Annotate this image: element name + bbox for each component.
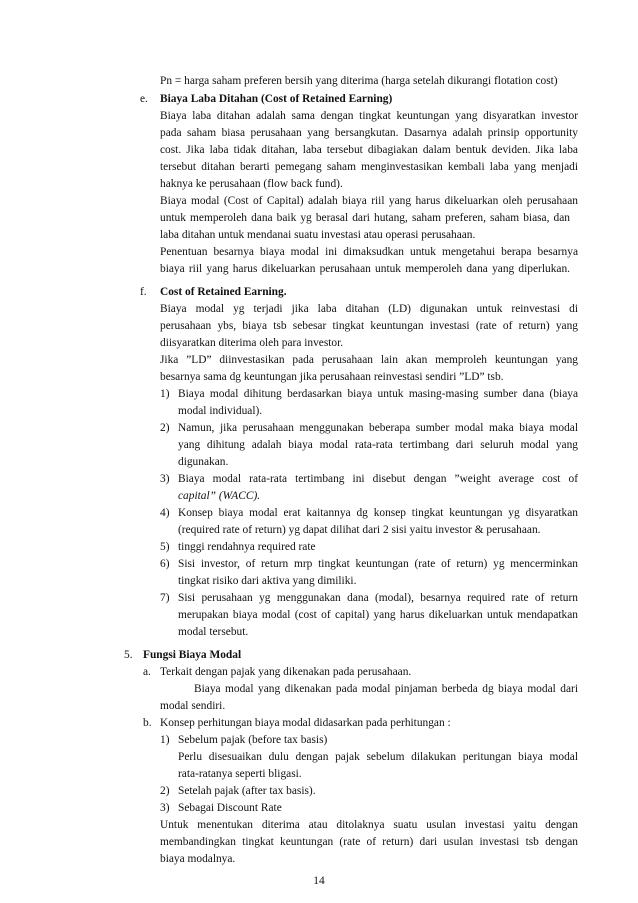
list-item: yang dihitung adalah biaya modal rata-rata tertimbang dari seluruh modal yang [178, 439, 578, 451]
item-e-marker: e. [140, 93, 148, 105]
e-line: cost. Jika laba tidak ditahan, laba tersebut dibagiakan dalam bentuk deviden. Jika laba [160, 144, 578, 156]
list-item: Sisi investor, of return mrp tingkat keuntungan (rate of return) yg mencerminkan [178, 558, 578, 570]
item-f-title: Cost of Retained Earning. [160, 286, 287, 298]
f-line: Biaya modal yg terjadi jika laba ditahan (LD) digunakan untuk reinvestasi di [160, 303, 578, 315]
e-line: tersebut ditahan berarti pemegang saham menginvestasikan kembali laba yang menjadi [160, 161, 578, 173]
b3-line: biaya modalnya. [160, 853, 236, 865]
list-number: 1) [160, 388, 170, 400]
e-line: Biaya modal (Cost of Capital) adalah biaya riil yang harus dikeluarkan oleh perusahaan [160, 195, 578, 207]
b3-line: Untuk menentukan diterima atau ditolaknya suatu usulan investasi yaitu dengan [160, 819, 578, 831]
item-a-text: Terkait dengan pajak yang dikenakan pada perusahaan. [160, 666, 412, 678]
e-line: biaya riil yang harus dikeluarkan perusahaan untuk memperoleh dana yang diperlukan. [160, 263, 570, 275]
list-number: 1) [160, 734, 170, 746]
e-line: Biaya laba ditahan adalah sama dengan tingkat keuntungan yang disyaratkan investor [160, 110, 578, 122]
list-item: merupakan biaya modal (cost of capital) yang harus dikeluarkan untuk mendapatkan [178, 609, 578, 621]
list-item: tinggi rendahnya required rate [178, 541, 316, 553]
list-item: Setelah pajak (after tax basis). [178, 785, 316, 797]
section-5-title: Fungsi Biaya Modal [143, 649, 242, 661]
list-number: 3) [160, 473, 170, 485]
b1-line: rata-ratanya seperti bligasi. [178, 768, 302, 780]
item-f-marker: f. [140, 286, 147, 298]
f-line: Jika ”LD” diinvestasikan pada perusahaan lain akan memproleh keuntungan yang [160, 354, 578, 366]
e-line: laba ditahan untuk mendanai suatu investasi atau operasi perusahaan. [160, 229, 476, 241]
list-item: tingkat risiko dari aktiva yang dimiliki. [178, 575, 357, 587]
b3-line: membandingkan tingkat keuntungan (rate of return) dari usulan investasi tsb dengan [160, 836, 578, 848]
item-b-text: Konsep perhitungan biaya modal didasarkan pada perhitungan : [160, 717, 451, 729]
list-number: 2) [160, 785, 170, 797]
list-number: 2) [160, 422, 170, 434]
f-line: diisyaratkan diterima oleh para investor. [160, 337, 344, 349]
e-line: pada saham biasa perusahaan yang bersangkutan. Dasarnya adalah prinsip opportunity [160, 127, 578, 139]
list-number: 7) [160, 592, 170, 604]
list-item: modal tersebut. [178, 626, 249, 638]
section-5-marker: 5. [124, 649, 133, 661]
list-item: capital” (WACC). [178, 490, 261, 502]
e-line: untuk memperoleh dana baik yg berasal dari hutang, saham preferen, saham biasa, dan [160, 212, 570, 224]
list-number: 4) [160, 507, 170, 519]
list-item: (required rate of return) yg dapat dilihat dari 2 sisi yaitu investor & perusahaan. [178, 524, 541, 536]
e-line: haknya ke perusahaan (flow back fund). [160, 178, 343, 190]
item-a-marker: a. [143, 666, 151, 678]
b1-line: Perlu disesuaikan dulu dengan pajak sebelum dilakukan peritungan biaya modal [178, 751, 578, 763]
list-item: Biaya modal rata-rata tertimbang ini disebut dengan ”weight average cost of [178, 473, 578, 485]
list-item: Sisi perusahaan yg menggunakan dana (modal), besarnya required rate of return [178, 592, 578, 604]
list-item: Namun, jika perusahaan menggunakan beberapa sumber modal maka biaya modal [178, 422, 578, 434]
f-line: besarnya sama dg keuntungan jika perusahaan reinvestasi sendiri ”LD” tsb. [160, 371, 504, 383]
list-number: 3) [160, 802, 170, 814]
a-line: modal sendiri. [160, 700, 226, 712]
list-number: 6) [160, 558, 170, 570]
item-e-title: Biaya Laba Ditahan (Cost of Retained Earning) [160, 93, 393, 105]
item-b-marker: b. [143, 717, 152, 729]
list-item: digunakan. [178, 456, 229, 468]
list-item: modal individual). [178, 405, 263, 417]
f-line: perusahaan ybs, biaya tsb sebesar tingkat keuntungan investasi (rate of return) yang [160, 320, 578, 332]
list-number: 5) [160, 541, 170, 553]
list-item: Biaya modal dihitung berdasarkan biaya untuk masing-masing sumber dana (biaya [178, 388, 578, 400]
page-number: 14 [313, 875, 325, 887]
e-line: Penentuan besarnya biaya modal ini dimaksudkan untuk mengetahui berapa besarnya [160, 246, 578, 258]
pn-definition: Pn = harga saham preferen bersih yang diterima (harga setelah dikurangi flotation cost) [160, 75, 558, 87]
list-item: Sebagai Discount Rate [178, 802, 282, 814]
list-item: Konsep biaya modal erat kaitannya dg konsep tingkat keuntungan yg disyaratkan [178, 507, 578, 519]
list-item: Sebelum pajak (before tax basis) [178, 734, 328, 746]
a-line: Biaya modal yang dikenakan pada modal pinjaman berbeda dg biaya modal dari [194, 683, 578, 695]
